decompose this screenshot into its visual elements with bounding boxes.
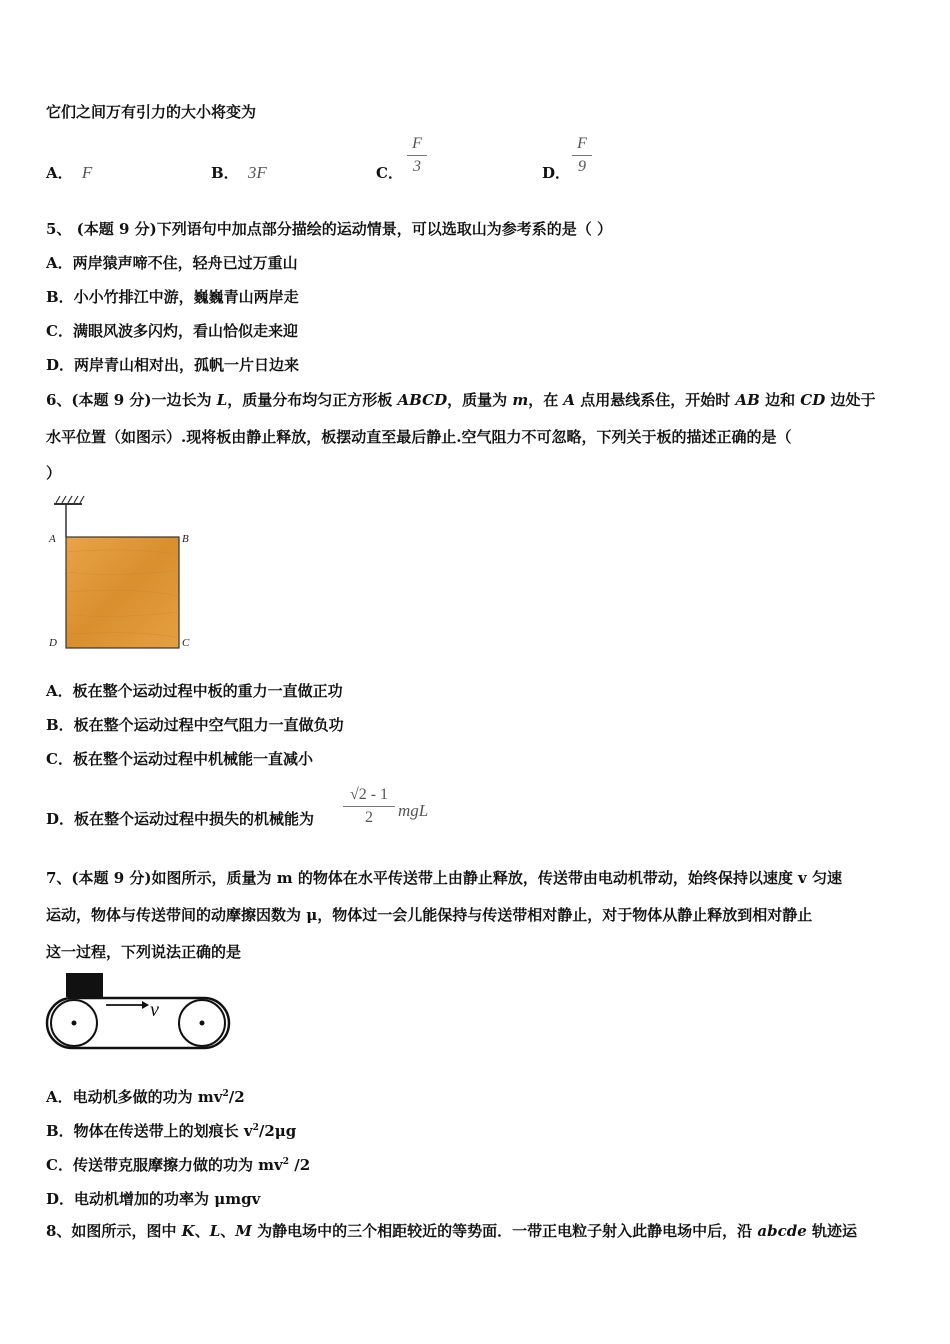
text: 点用悬线系住，开始时 xyxy=(575,391,736,409)
corner-label-a: A xyxy=(49,533,56,545)
q6-option-b[interactable]: B．板在整个运动过程中空气阻力一直做负功 xyxy=(46,716,344,734)
q7-stem-line1: 7、(本题 9 分)如图所示，质量为 m 的物体在水平传送带上由静止释放，传送带由电动机带动，始终保持以速度 v 匀速 xyxy=(46,869,842,887)
text: D．电动机增加的功率为 μmgv xyxy=(46,1190,261,1208)
var-abcd: ABCD xyxy=(397,391,448,409)
text: 轨迹运 xyxy=(806,1222,857,1240)
fraction-numerator: F xyxy=(577,135,587,152)
wooden-board xyxy=(66,537,179,648)
fraction-numerator: √2 - 1 xyxy=(349,786,389,803)
var-a: A xyxy=(563,391,576,409)
q7-option-d[interactable] xyxy=(46,1186,260,1209)
q6-option-d-formula-tail: mgL xyxy=(398,801,429,820)
text: /2μg xyxy=(258,1122,297,1140)
corner-label-d: D xyxy=(49,637,57,649)
fraction-bar xyxy=(343,806,395,807)
ceiling-hatch-icon xyxy=(54,496,84,504)
text: 为静电场中的三个相距较近的等势面．一带正电粒子射入此静电场中后，沿 xyxy=(251,1222,758,1240)
fraction-denominator: 2 xyxy=(365,809,373,826)
q5-stem: 5、 (本题 9 分)下列语句中加点部分描绘的运动情景，可以选取山为参考系的是（ ） xyxy=(46,220,612,238)
q7-stem-line2: 运动，物体与传送带间的动摩擦因数为 μ，物体过一会儿能保持与传送带相对静止，对于物体从静止释放到相对静止 xyxy=(46,906,813,924)
q6-option-a[interactable]: A．板在整个运动过程中板的重力一直做正功 xyxy=(46,682,343,700)
right-axle-icon xyxy=(200,1021,205,1026)
text: /2 xyxy=(289,1156,311,1174)
q4-option-d-fraction xyxy=(572,135,592,176)
option-label: A． xyxy=(46,164,73,182)
corner-label-c: C xyxy=(182,637,190,649)
q7-conveyor-figure xyxy=(44,970,236,1052)
option-label: C． xyxy=(376,164,403,182)
text: 边处于 xyxy=(825,391,876,409)
arrow-head-icon xyxy=(142,1001,149,1009)
var-m: m xyxy=(512,391,529,409)
q7-option-a[interactable] xyxy=(46,1084,245,1107)
velocity-label: v xyxy=(150,999,159,1021)
left-axle-icon xyxy=(72,1021,77,1026)
text: /2 xyxy=(228,1088,245,1106)
q6-option-d[interactable]: D．板在整个运动过程中损失的机械能为 xyxy=(46,810,315,828)
q7-option-b[interactable] xyxy=(46,1118,296,1141)
corner-label-b: B xyxy=(182,533,189,545)
q5-option-c[interactable]: C．满眼风波多闪灼，看山恰似走来迎 xyxy=(46,322,298,340)
q4-option-b[interactable] xyxy=(211,162,267,183)
q4-option-c-fraction xyxy=(407,135,427,176)
text: B．物体在传送带上的划痕长 v xyxy=(46,1122,253,1140)
var-ab: AB xyxy=(735,391,760,409)
q5-option-b[interactable]: B．小小竹排江中游，巍巍青山两岸走 xyxy=(46,288,299,306)
superscript: 2 xyxy=(222,1089,229,1099)
q6-stem-line2: 水平位置（如图示）.现将板由静止释放，板摆动直至最后静止.空气阻力不可忽略，下列关于板的描述正确的是（ xyxy=(46,428,792,446)
q4-option-c[interactable] xyxy=(376,162,403,183)
fraction-numerator: F xyxy=(412,135,422,152)
q7-stem-line3: 这一过程，下列说法正确的是 xyxy=(46,943,242,961)
text: A．电动机多做的功为 mv xyxy=(46,1088,223,1106)
q6-option-c[interactable]: C．板在整个运动过程中机械能一直减小 xyxy=(46,750,313,768)
q4-stem-tail: 它们之间万有引力的大小将变为 xyxy=(46,103,257,121)
text: C．传送带克服摩擦力做的功为 mv xyxy=(46,1156,283,1174)
text: ，质量为 xyxy=(447,391,513,409)
text: ，在 xyxy=(528,391,564,409)
q6-option-d-fraction xyxy=(343,786,395,827)
block-object xyxy=(66,973,103,997)
q4-option-a[interactable] xyxy=(46,162,92,183)
var-l: L xyxy=(209,1222,221,1240)
superscript: 2 xyxy=(282,1157,290,1167)
option-label: B． xyxy=(211,164,239,182)
fraction-bar xyxy=(572,155,592,156)
q8-stem-line1 xyxy=(46,1221,857,1241)
q6-board-figure xyxy=(44,492,204,657)
text: 8、如图所示，图中 xyxy=(46,1222,182,1240)
q5-option-a[interactable]: A．两岸猿声啼不住，轻舟已过万重山 xyxy=(46,254,298,272)
fraction-denominator: 9 xyxy=(578,158,586,175)
text: ，质量分布均匀正方形板 xyxy=(227,391,398,409)
option-label: D． xyxy=(542,164,571,182)
var-k: K xyxy=(181,1222,195,1240)
var-abcde: abcde xyxy=(757,1222,807,1240)
superscript: 2 xyxy=(252,1123,259,1133)
q6-stem-line1 xyxy=(46,390,875,410)
option-value: 3F xyxy=(247,163,267,182)
q7-option-c[interactable] xyxy=(46,1152,310,1175)
text: 、 xyxy=(220,1222,236,1240)
var-l: L xyxy=(216,391,228,409)
q6-stem-line3: ） xyxy=(46,464,62,482)
q5-option-d[interactable]: D．两岸青山相对出，孤帆一片日边来 xyxy=(46,356,300,374)
text: 边和 xyxy=(759,391,801,409)
fraction-denominator: 3 xyxy=(413,158,421,175)
text: 、 xyxy=(194,1222,210,1240)
fraction-bar xyxy=(407,155,427,156)
var-cd: CD xyxy=(800,391,826,409)
text: 6、(本题 9 分)一边长为 xyxy=(46,391,217,409)
q4-option-d[interactable] xyxy=(542,162,570,183)
option-value: F xyxy=(81,163,93,182)
var-m: M xyxy=(235,1222,252,1240)
